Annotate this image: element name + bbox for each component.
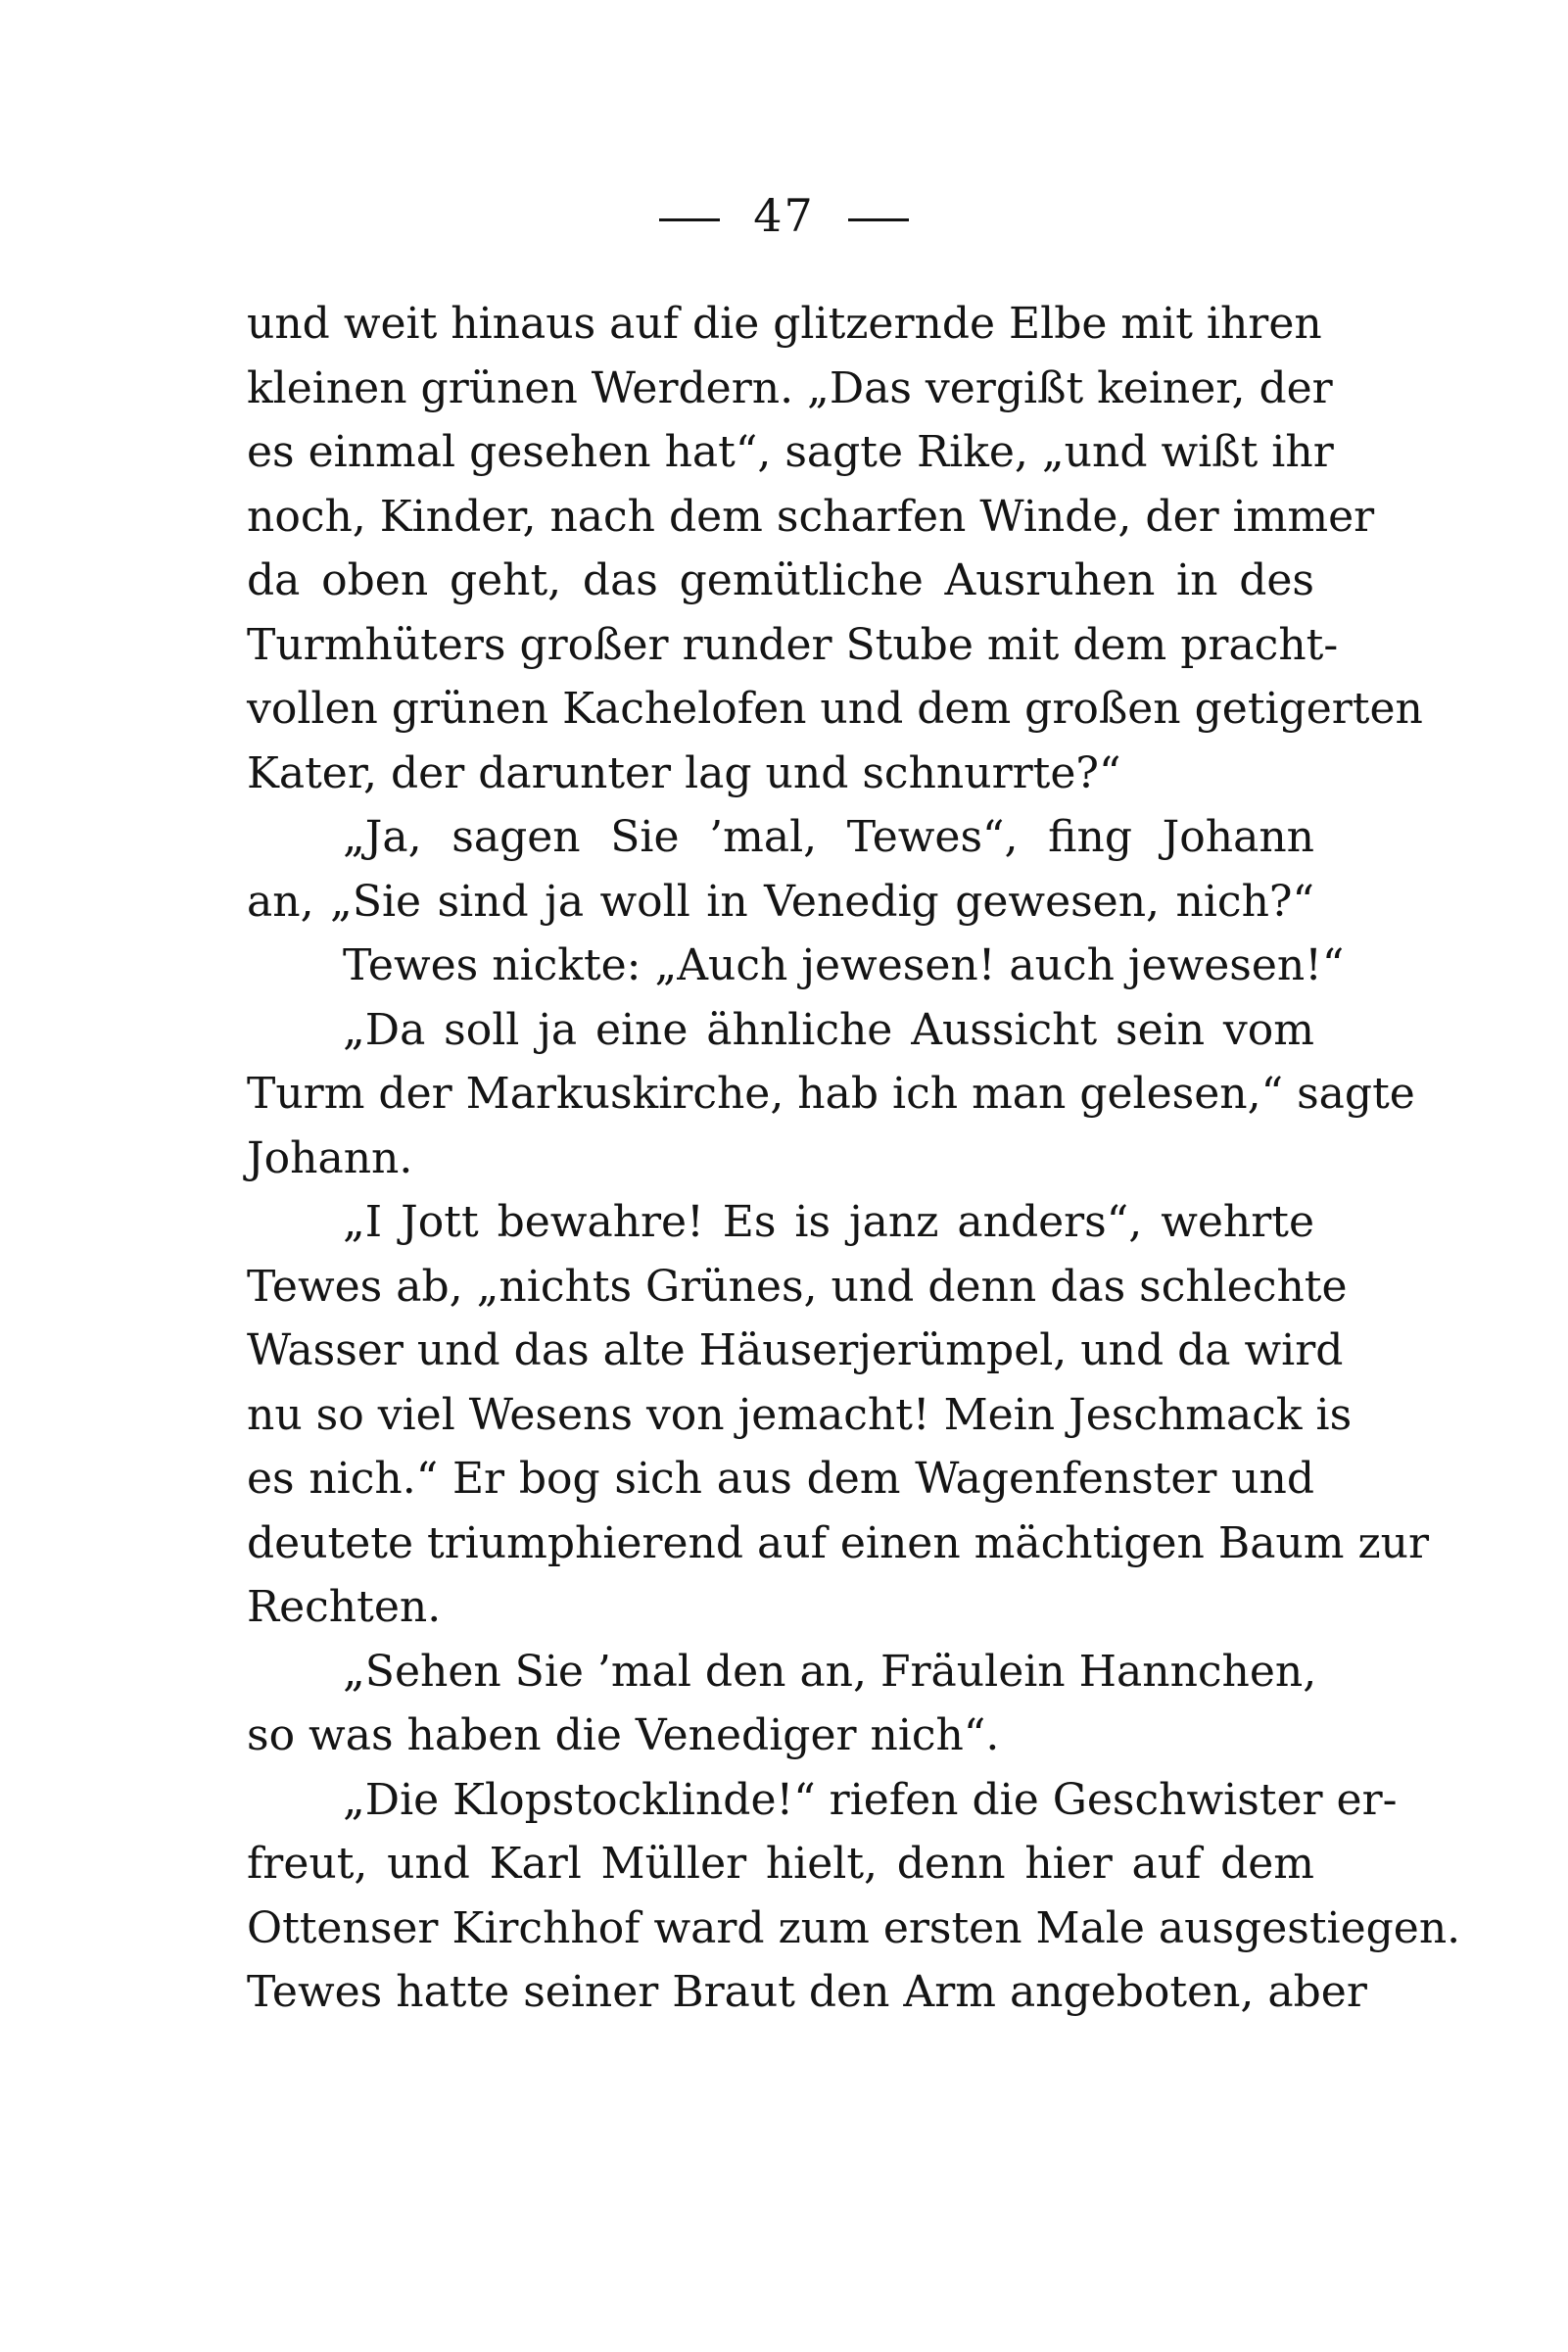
text-line: freut, und Karl Müller hielt, denn hier auf dem [247,1839,1314,1889]
text-line: kleinen grünen Werdern. „Das vergißt keiner, der [247,362,1333,413]
text-line: Kater, der darunter lag und schnurrte?“ [247,747,1121,798]
text-line: Tewes ab, „nichts Grünes, und denn das schlechte [247,1261,1348,1312]
body-text [247,292,1461,2025]
text-line: Wasser und das alte Häuserjerümpel, und da wird [247,1325,1344,1375]
page-header [0,186,1568,245]
text-line: an, „Sie sind ja woll in Venedig gewesen, nich?“ [247,876,1314,927]
text-line: Tewes hatte seiner Braut den Arm angeboten, aber [247,1967,1367,2017]
text-line: Turm der Markuskirche, hab ich man gelesen,“ sagte [247,1069,1415,1119]
text-line: „Sehen Sie ’mal den an, Fräulein Hannchen, [343,1646,1317,1697]
text-line: Rechten. [247,1582,442,1632]
text-line: nu so viel Wesens von jemacht! Mein Jeschmack is [247,1389,1353,1440]
text-line: es nich.“ Er bog sich aus dem Wagenfenster und [247,1454,1314,1504]
text-line: „Ja, sagen Sie ’mal, Tewes“, fing Johann [343,812,1314,862]
text-line: so was haben die Venediger nich“. [247,1710,1000,1760]
text-line: deutete triumphierend auf einen mächtigen Baum zur [247,1517,1430,1568]
text-line: Turmhüters großer runder Stube mit dem pracht- [247,619,1339,670]
left-dash [659,218,720,221]
text-line: Tewes nickte: „Auch jewesen! auch jewesen!“ [343,940,1345,990]
text-line: noch, Kinder, nach dem scharfen Winde, der immer [247,491,1375,542]
page-number: 47 [753,189,815,242]
text-line: und weit hinaus auf die glitzernde Elbe mit ihren [247,299,1322,349]
text-line: vollen grünen Kachelofen und dem großen getigerten [247,684,1423,734]
text-line: „I Jott bewahre! Es is janz anders“, wehrte [343,1197,1314,1247]
text-line: Johann. [247,1132,413,1183]
text-line: da oben geht, das gemütliche Ausruhen in des [247,555,1314,605]
text-line: „Da soll ja eine ähnliche Aussicht sein vom [343,1004,1314,1055]
text-line: Ottenser Kirchhof ward zum ersten Male ausgestiegen. [247,1902,1461,1953]
text-line: „Die Klopstocklinde!“ riefen die Geschwister er- [343,1774,1398,1825]
right-dash [848,218,909,221]
text-line: es einmal gesehen hat“, sagte Rike, „und wißt ihr [247,427,1334,477]
